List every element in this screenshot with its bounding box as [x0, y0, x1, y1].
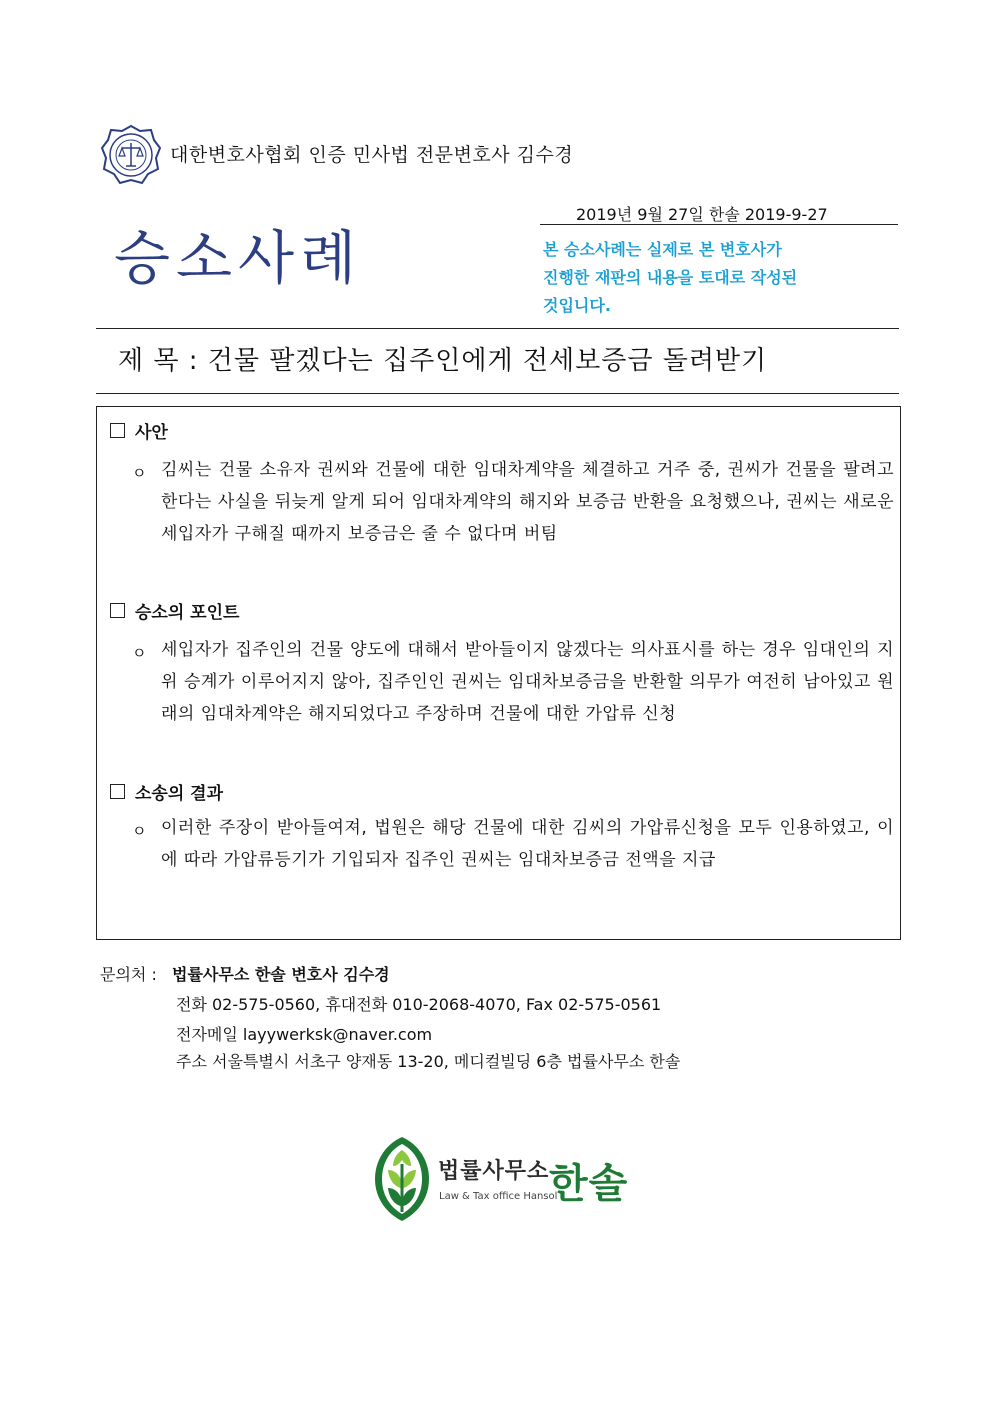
notice-line: 본 승소사례는 실제로 본 변호사가	[543, 240, 782, 259]
bullet-icon: ㅇ	[132, 464, 147, 482]
section-heading-label: 소송의 결과	[135, 784, 224, 804]
leaf-logo-icon	[374, 1136, 430, 1222]
date-line: 2019년 9월 27일 한솔 2019-9-27	[576, 205, 828, 224]
contact-phone: 전화 02-575-0560, 휴대전화 010-2068-4070, Fax 02-575-0561	[176, 995, 662, 1014]
section-heading-label: 사안	[135, 423, 168, 443]
bullet-icon: ㅇ	[132, 644, 147, 662]
contact-email: 전자메일 layywerksk@naver.com	[176, 1025, 433, 1044]
contact-firm: 법률사무소 한솔 변호사 김수경	[172, 965, 390, 984]
section-paragraph: 이러한 주장이 받아들여져, 법원은 해당 건물에 대한 김씨의 가압류신청을 모두 인용하였고, 이에 따라 가압류등기가 기입되자 집주인 권씨는 임대차보증금 전액을 지급	[161, 818, 894, 870]
section-heading-winning-point	[110, 598, 239, 623]
logo-name-en: Law & Tax office Hansol	[439, 1191, 558, 1202]
section-heading-result	[110, 779, 223, 804]
section-heading-label: 승소의 포인트	[135, 603, 240, 623]
subject-line: 제 목 : 건물 팔겠다는 집주인에게 전세보증금 돌려받기	[118, 346, 768, 376]
section-heading-case	[110, 418, 168, 443]
notice-line: 것입니다.	[543, 296, 611, 315]
date-divider	[540, 224, 898, 225]
checkbox-square-icon	[110, 603, 125, 618]
logo-name-big: 한솔	[549, 1161, 629, 1207]
subject-bottom-divider	[96, 393, 899, 394]
bullet-icon: ㅇ	[132, 822, 147, 840]
lawyers-association-seal-icon	[100, 124, 162, 186]
contact-label: 문의처 :	[100, 965, 157, 984]
subject-top-divider	[96, 328, 899, 329]
section-paragraph: 세입자가 집주인의 건물 양도에 대해서 받아들이지 않겠다는 의사표시를 하는 경우 임대인의 지위 승계가 이루어지지 않아, 집주인인 권씨는 임대차보증금을 반환할 의무가 여전히 남아있고 원래의 임대차계약은 해지되었다고 주장하며 건물에 대한 가압류 신청	[161, 640, 894, 724]
notice-line: 진행한 재판의 내용을 토대로 작성된	[543, 268, 798, 287]
section-paragraph: 김씨는 건물 소유자 권씨와 건물에 대한 임대차계약을 체결하고 거주 중, 권씨가 건물을 팔려고 한다는 사실을 뒤늦게 알게 되어 임대차계약의 해지와 보증금 반환을 요청했으나, 권씨는 새로운 세입자가 구해질 때까지 보증금은 줄 수 없다며 버팀	[161, 460, 894, 544]
checkbox-square-icon	[110, 784, 125, 799]
page-title: 승소사례	[114, 224, 363, 292]
organization-line: 대한변호사협회 인증 민사법 전문변호사 김수경	[170, 144, 574, 166]
logo-name-ko: 법률사무소	[438, 1159, 550, 1184]
notice-text	[543, 236, 893, 320]
contact-address: 주소 서울특별시 서초구 양재동 13-20, 메디컬빌딩 6층 법률사무소 한솔	[176, 1052, 681, 1071]
checkbox-square-icon	[110, 423, 125, 438]
